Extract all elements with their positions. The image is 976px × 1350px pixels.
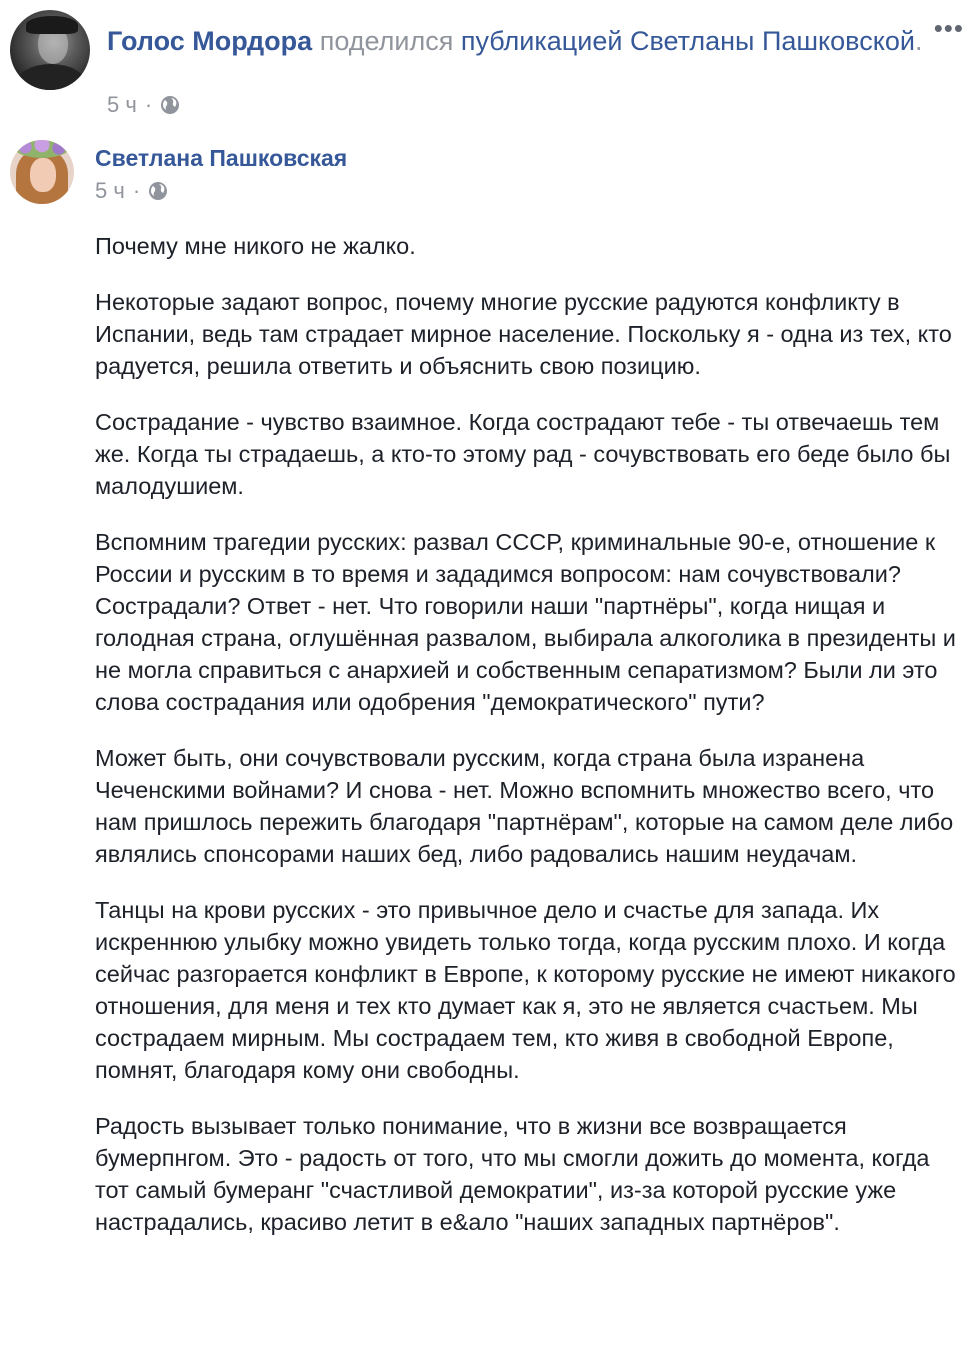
author-avatar[interactable] [10, 140, 74, 204]
post-paragraph: Некоторые задают вопрос, почему многие русские радуются конфликту в Испании, ведь там страдает мирное население. Поскольку я - одна из тех, кто радуется, решила ответить и объяснить свою позицию. [95, 289, 952, 379]
post-paragraph: Может быть, они сочувствовали русским, когда страна была изранена Чеченскими войнами? И снова - нет. Можно вспомнить множество всего, что нам пришлось пережить благодаря "партнёрам", которые на самом деле либо являлись спонсорами наших бед, либо радовались нашим неудачам. [95, 745, 954, 867]
meta-separator: · [132, 178, 141, 203]
globe-icon[interactable] [148, 181, 168, 201]
share-verb: поделился [319, 26, 454, 56]
share-meta [107, 92, 180, 118]
author-name-link[interactable]: Светлана Пашковская [95, 145, 348, 171]
post-paragraph: Танцы на крови русских - это привычное дело и счастье для запада. Их искреннюю улыбку можно увидеть только тогда, когда русским плохо. И когда сейчас разгорается конфликт в Европе, к которому русские не имеют никакого отношения, для меня и тех кто думает как я, это не является счастьем. Мы сострадаем мирным. Мы сострадаем тем, кто живя в свободной Европе, помнят, благодаря кому они свободны. [95, 897, 956, 1083]
post-body [95, 230, 965, 1262]
share-title [107, 22, 927, 60]
post-timestamp[interactable]: 5 ч [95, 178, 125, 203]
sharer-avatar[interactable] [10, 10, 90, 90]
post-paragraph: Вспомним трагедии русских: развал СССР, криминальные 90-е, отношение к России и русским в то время и зададимся вопросом: нам сочувствовали? Сострадали? Ответ - нет. Что говорили наши "партнёры", когда нищая и голодная страна, оглушённая развалом, выбирала алкоголика в президенты и не могла справиться с анархией и собственным сепаратизмом? Были ли это слова сострадания или одобрения "демократического" пути? [95, 529, 956, 715]
share-header [10, 10, 966, 120]
share-timestamp[interactable]: 5 ч [107, 92, 137, 117]
post-paragraph: Радость вызывает только понимание, что в жизни все возвращается бумерпнгом. Это - радость от того, что мы смогли дожить до момента, когда тот самый бумеранг "счастливой демократии", из-за которой русские уже настрадались, красиво летит в е&ало "наших западных партнёров". [95, 1113, 930, 1235]
post-meta [95, 178, 168, 204]
globe-icon[interactable] [160, 95, 180, 115]
meta-separator: · [144, 92, 153, 117]
sharer-name-link[interactable]: Голос Мордора [107, 26, 313, 56]
share-title-end: . [914, 26, 923, 56]
shared-post-link[interactable]: публикацией Светланы Пашковской [460, 26, 915, 56]
post-paragraph: Почему мне никого не жалко. [95, 233, 416, 259]
more-options-icon[interactable]: ••• [933, 13, 964, 43]
post-paragraph: Сострадание - чувство взаимное. Когда сострадают тебе - ты отвечаешь тем же. Когда ты страдаешь, а кто-то этому рад - сочувствовать его беде было бы малодушием. [95, 409, 951, 499]
